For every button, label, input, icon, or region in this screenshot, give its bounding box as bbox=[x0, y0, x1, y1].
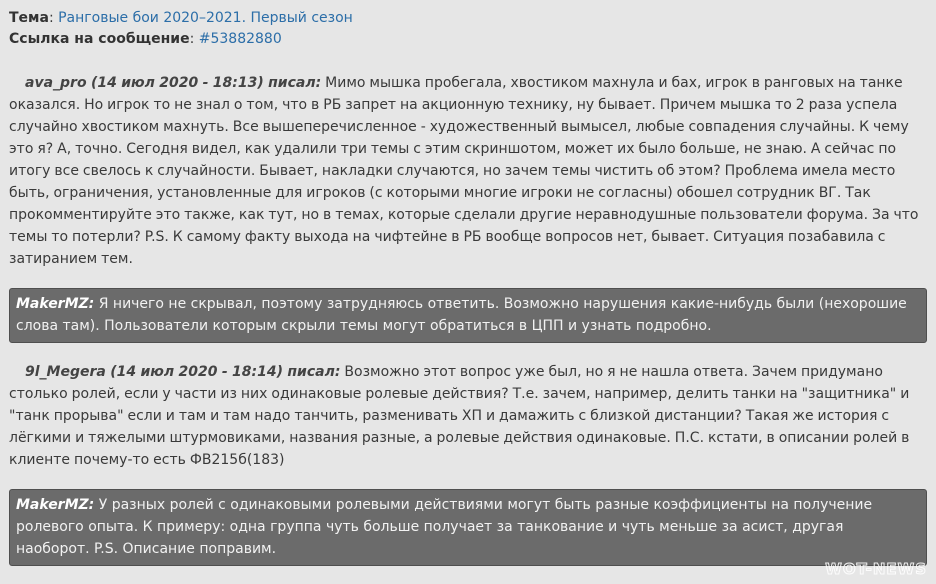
answer-text: Я ничего не скрывал, поэтому затрудняюсь ответить. Возможно нарушения какие-нибудь были (нехорошие слова там). Пользователи которым скрыли темы могут обратиться в ЦПП и узнать подробно. bbox=[16, 296, 907, 334]
developer-answer bbox=[9, 288, 927, 343]
topic-meta bbox=[9, 8, 927, 50]
message-link-line bbox=[9, 29, 927, 50]
topic-sep: : bbox=[48, 10, 59, 26]
topic-line bbox=[9, 8, 927, 29]
post-text: Мимо мышка пробегала, хвостиком махнула и бах, игрок в ранговых на танке оказался. Но игрок то не знал о том, что в РБ запрет на акционную технику, ну бывает. Причем мышка то 2 раза успела случайно хвостиком махнуть. Все вышеперечисленное - художественный вымысел, любые совпадения случайны. К чему это я? А, точно. Сегодня видел, как удалили три темы с этим скриншотом, может их было больше, не знаю. А сейчас по итогу все свелось к случайности. Бывает, накладки случаются, но зачем темы чистить об этом? Проблема имела место быть, ограничения, установленные для игроков (с которыми многие игроки не согласны) обошел сотрудник ВГ. Так прокомментируйте это также, как тут, но в темах, которые сделали другие неравнодушные пользователи форума. За что темы то потерли? P.S. К самому факту выхода на чифтейне в РБ вообще вопросов нет, бывает. Ситуация позабавила с затиранием тем. bbox=[9, 75, 919, 267]
quoted-post bbox=[9, 72, 927, 270]
message-link-sep: : bbox=[189, 31, 199, 47]
topic-label: Тема bbox=[9, 10, 49, 26]
watermark-logo: WOT-NEWS bbox=[825, 560, 927, 578]
post-text: Возможно этот вопрос уже был, но я не нашла ответа. Зачем придумано столько ролей, если у части из них одинаковые ролевые действия? Т.е. зачем, например, делить танки на "защитника" и "танк прорыва" если и там и там надо танчить, разменивать ХП и дамажить с близкой дистанции? Такая же история с лёгкими и тяжелыми штурмовиками, названия разные, а ролевые действия одинаковые. П.С. кстати, в описании ролей в клиенте почему-то есть ФВ215б(183) bbox=[9, 364, 910, 468]
answer-text: У разных ролей с одинаковыми ролевыми действиями могут быть разные коэффициенты на получение ролевого опыта. К примеру: одна группа чуть больше получает за танкование и чуть меньше за асист, другая наоборот. P.S. Описание поправим. bbox=[16, 497, 873, 557]
developer-answer bbox=[9, 489, 927, 566]
answer-author: MakerMZ: bbox=[16, 497, 95, 513]
message-link-label: Ссылка на сообщение bbox=[9, 31, 190, 47]
message-link[interactable]: #53882880 bbox=[198, 31, 282, 47]
quoted-post bbox=[9, 361, 927, 471]
topic-link[interactable]: Ранговые бои 2020–2021. Первый сезон bbox=[58, 10, 353, 26]
post-author: 9l_Megera (14 июл 2020 - 18:14) писал: bbox=[25, 364, 341, 380]
post-author: ava_pro (14 июл 2020 - 18:13) писал: bbox=[25, 75, 322, 91]
answer-author: MakerMZ: bbox=[16, 296, 95, 312]
